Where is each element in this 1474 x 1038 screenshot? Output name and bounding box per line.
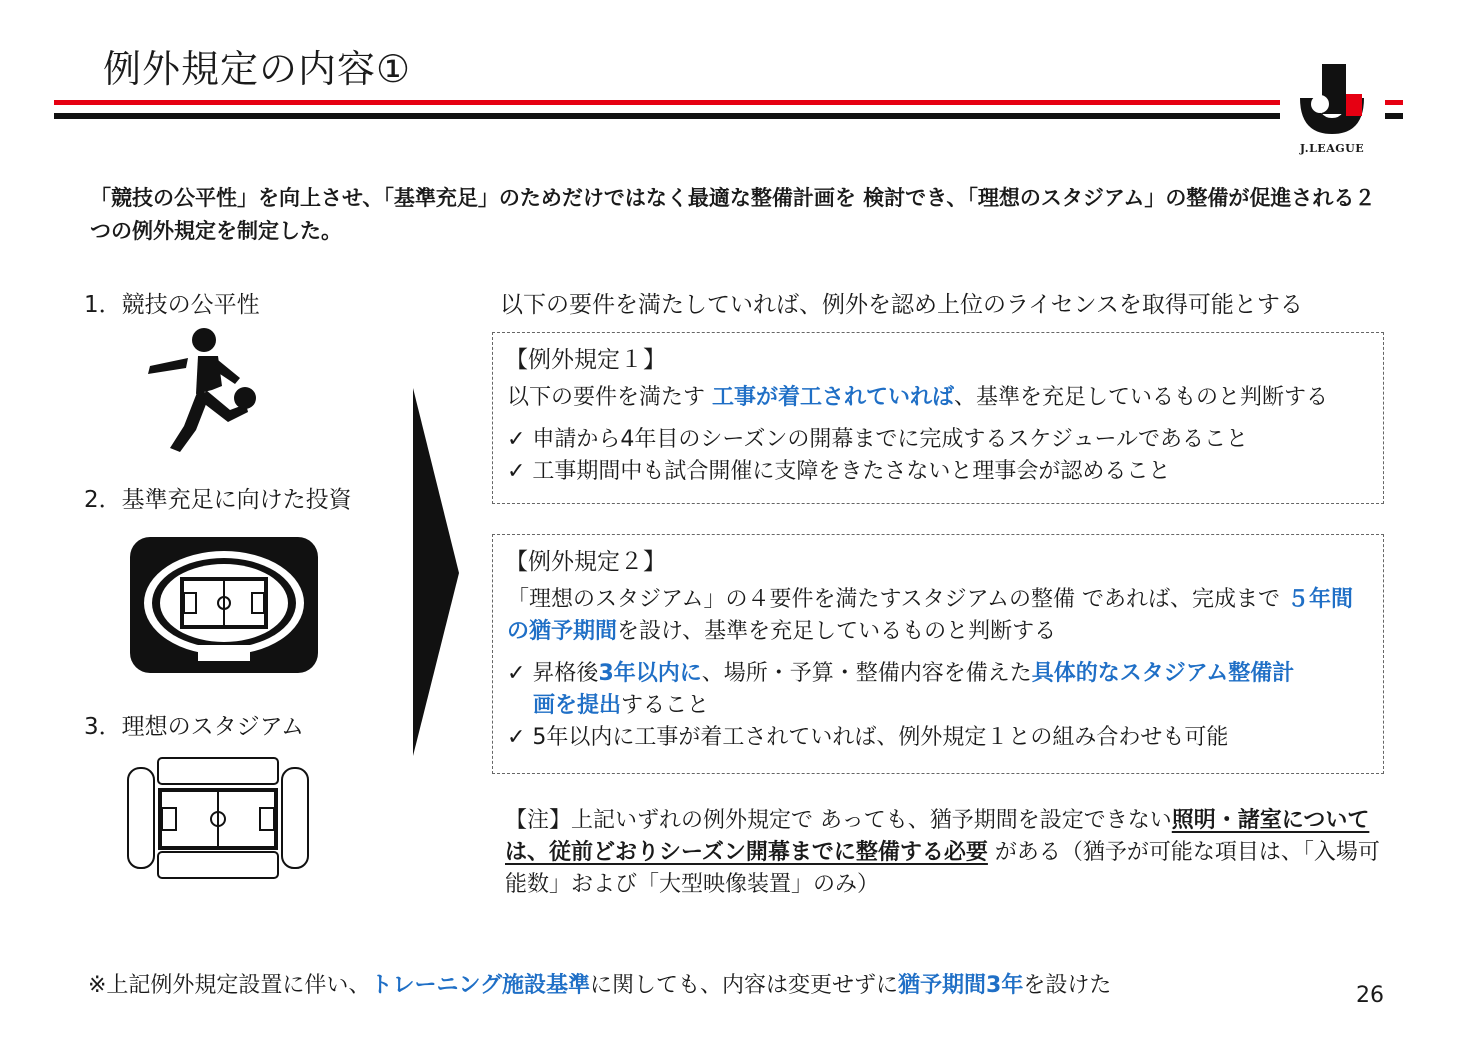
exception-rule-2-heading: 【例外規定２】 — [505, 549, 666, 575]
footer-highlight-2: 猶予期間3年 — [898, 973, 1024, 998]
rule2-check1-highlight-2: 具体的なスタジアム整備計 — [1031, 661, 1295, 686]
rule2-text-post: を設け、基準を充足しているものと判断する — [617, 619, 1057, 644]
rule2-text-pre: 「理想のスタジアム」の４要件を満たすスタジアムの整備 であれば、完成まで — [507, 587, 1288, 612]
rule2-check1-mid: 、場所・予算・整備内容を備えた — [701, 661, 1032, 686]
rule2-check1-highlight-1: 3年以内に — [598, 661, 702, 686]
exception-rule-1-heading: 【例外規定１】 — [505, 347, 666, 373]
rule2-check1b-highlight: 画を提出 — [533, 693, 622, 718]
black-rule-right — [1385, 113, 1403, 119]
red-rule-right — [1385, 100, 1403, 105]
footer-note — [88, 968, 1111, 999]
jleague-logo-text: J.LEAGUE — [1299, 142, 1365, 155]
footer-highlight-1: トレーニング施設基準 — [370, 973, 590, 998]
rule2-check1-pre: ✓ 昇格後 — [507, 661, 599, 686]
page-title: 例外規定の内容① — [103, 47, 412, 91]
exception-rule-2-box — [492, 534, 1384, 774]
page-number: 26 — [1356, 983, 1384, 1008]
rule2-highlight-grace: の猶予期間 — [507, 619, 618, 644]
rule2-check1b-post: すること — [621, 693, 710, 718]
exception-rule-1-box — [492, 332, 1384, 504]
exception-rule-1-check-2: ✓ 工事期間中も試合開催に支障をきたさないと理事会が認めること — [507, 459, 1171, 484]
arrow-right-icon — [413, 388, 461, 758]
rule1-text-post: 、基準を充足しているものと判断する — [954, 385, 1329, 410]
footer-post: を設けた — [1023, 973, 1112, 998]
exception-rule-2-check-1-cont — [533, 689, 709, 723]
note-post: がある（猶予が可能な項目は、「入場可能数」および「大型映像装置」のみ） — [505, 840, 1380, 897]
ideal-stadium-icon — [126, 756, 310, 880]
note-text — [505, 805, 1385, 901]
note-emphasis: 照明・諸室については、従前どおりシーズン開幕までに整備する必要 — [505, 808, 1370, 865]
rule2-highlight-years: ５年間 — [1287, 587, 1354, 612]
exception-rule-2-check-1 — [507, 657, 1294, 691]
intro-text: 以下の要件を満たしていれば、例外を認め上位のライセンスを取得可能とする — [500, 292, 1303, 318]
jleague-logo-mark — [1296, 64, 1368, 136]
exception-rule-2-main-2 — [507, 615, 1056, 649]
rule1-highlight: 工事が着工されていれば — [712, 385, 955, 410]
category-2-label: 2．基準充足に向けた投資 — [84, 487, 352, 513]
exception-rule-2-check-2: ✓ 5年以内に工事が着工されていれば、例外規定１との組み合わせも可能 — [507, 725, 1229, 750]
exception-rule-1-check-1: ✓ 申請から4年目のシーズンの開幕までに完成するスケジュールであること — [507, 427, 1249, 452]
note-pre: 【注】上記いずれの例外規定で あっても、猶予期間を設定できない — [505, 808, 1172, 833]
lead-text: 「競技の公平性」を向上させ、「基準充足」のためだけではなく最適な整備計画を 検討でき、「理想のスタジアム」の整備が促進される２つの例外規定を制定した。 — [90, 186, 1376, 243]
category-3-label: 3．理想のスタジアム — [84, 714, 305, 740]
footer-mid: に関しても、内容は変更せずに — [590, 973, 899, 998]
exception-rule-2-main-1 — [507, 583, 1353, 617]
exception-rule-1-main — [507, 381, 1328, 415]
black-rule-left — [54, 113, 1280, 119]
footer-pre: ※上記例外規定設置に伴い、 — [88, 973, 371, 998]
red-rule-left — [54, 100, 1280, 105]
soccer-player-icon — [140, 326, 270, 456]
rule1-text-pre: 以下の要件を満たす — [507, 385, 712, 410]
category-1-label: 1．競技の公平性 — [84, 292, 260, 318]
stadium-icon — [130, 537, 318, 673]
jleague-logo — [1296, 64, 1368, 155]
